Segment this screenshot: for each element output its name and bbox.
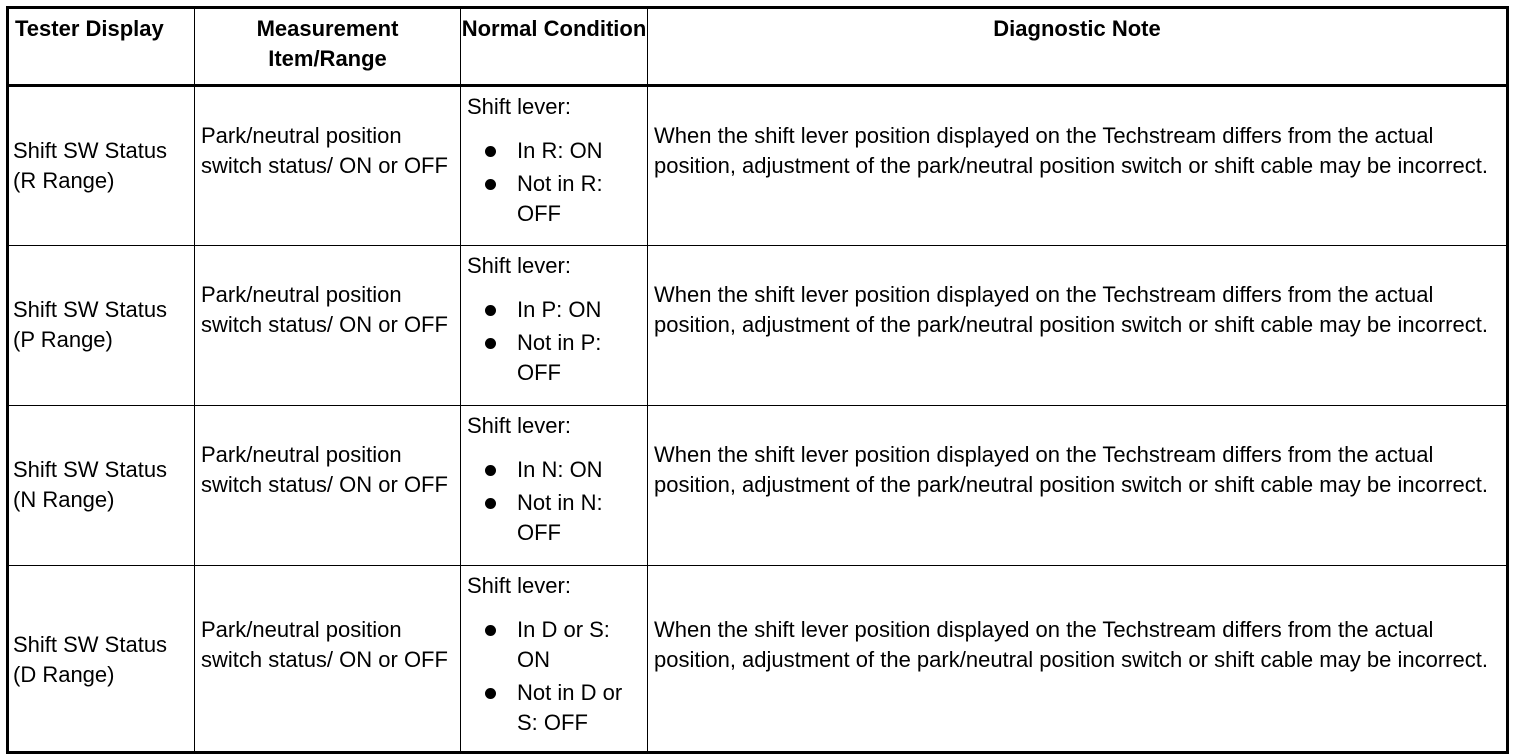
- tester-display-text: Shift SW Status (R Range): [13, 138, 168, 193]
- header-diagnostic-note: Diagnostic Note: [648, 8, 1508, 86]
- table-row: [8, 246, 1508, 406]
- bullet-icon: [485, 146, 496, 157]
- table-row: [8, 566, 1508, 753]
- bullet-icon: [485, 465, 496, 476]
- condition-text: In N: ON: [517, 457, 603, 482]
- condition-text: Not in P: OFF: [517, 330, 602, 385]
- normal-condition-cell: [461, 246, 648, 406]
- condition-title: Shift lever:: [467, 413, 571, 438]
- diagnostic-note-cell: [648, 86, 1508, 246]
- normal-condition-cell: [461, 566, 648, 753]
- condition-item: [461, 455, 647, 485]
- condition-list: [461, 455, 647, 548]
- tester-display-cell: [8, 246, 195, 406]
- condition-list: [461, 136, 647, 229]
- condition-text: In D or S: ON: [517, 617, 610, 672]
- diagnostic-note-text: When the shift lever position displayed on the Techstream differs from the actual position, adjustment of the park/neutral position switch or shift cable may be incorrect.: [654, 282, 1488, 337]
- diagnostic-table: [6, 6, 1509, 754]
- bullet-icon: [485, 179, 496, 190]
- condition-item: [461, 328, 647, 388]
- condition-text: Not in N: OFF: [517, 490, 603, 545]
- bullet-icon: [485, 338, 496, 349]
- condition-title: Shift lever:: [467, 253, 571, 278]
- condition-item: [461, 615, 647, 675]
- condition-text: In P: ON: [517, 297, 602, 322]
- header-row: [8, 8, 1508, 86]
- tester-display-text: Shift SW Status (N Range): [13, 457, 168, 512]
- condition-item: [461, 678, 647, 738]
- condition-text: Not in D or S: OFF: [517, 680, 623, 735]
- condition-list: [461, 295, 647, 388]
- condition-list: [461, 615, 647, 738]
- condition-title: Shift lever:: [467, 94, 571, 119]
- normal-condition-cell: [461, 406, 648, 566]
- bullet-icon: [485, 305, 496, 316]
- diagnostic-note-cell: [648, 566, 1508, 753]
- diagnostic-note-cell: [648, 406, 1508, 566]
- condition-text: In R: ON: [517, 138, 603, 163]
- bullet-icon: [485, 688, 496, 699]
- measurement-text: Park/neutral position switch status/ ON or OFF: [201, 442, 448, 497]
- header-measurement-item: Measurement Item/Range: [195, 8, 461, 86]
- measurement-cell: [195, 566, 461, 753]
- measurement-text: Park/neutral position switch status/ ON or OFF: [201, 617, 448, 672]
- bullet-icon: [485, 625, 496, 636]
- measurement-cell: [195, 406, 461, 566]
- tester-display-cell: [8, 406, 195, 566]
- measurement-cell: [195, 86, 461, 246]
- measurement-cell: [195, 246, 461, 406]
- tester-display-text: Shift SW Status (D Range): [13, 632, 168, 687]
- diagnostic-note-cell: [648, 246, 1508, 406]
- condition-item: [461, 136, 647, 166]
- bullet-icon: [485, 498, 496, 509]
- condition-item: [461, 169, 647, 229]
- tester-display-text: Shift SW Status (P Range): [13, 297, 168, 352]
- table-row: [8, 86, 1508, 246]
- diagnostic-note-text: When the shift lever position displayed on the Techstream differs from the actual position, adjustment of the park/neutral position switch or shift cable may be incorrect.: [654, 617, 1488, 672]
- header-tester-display: Tester Display: [8, 8, 195, 86]
- condition-item: [461, 295, 647, 325]
- condition-title: Shift lever:: [467, 573, 571, 598]
- measurement-text: Park/neutral position switch status/ ON or OFF: [201, 282, 448, 337]
- tester-display-cell: [8, 86, 195, 246]
- normal-condition-cell: [461, 86, 648, 246]
- diagnostic-note-text: When the shift lever position displayed on the Techstream differs from the actual position, adjustment of the park/neutral position switch or shift cable may be incorrect.: [654, 123, 1488, 178]
- header-normal-condition: Normal Condition: [461, 8, 648, 86]
- condition-text: Not in R: OFF: [517, 171, 603, 226]
- condition-item: [461, 488, 647, 548]
- measurement-text: Park/neutral position switch status/ ON or OFF: [201, 123, 448, 178]
- diagnostic-note-text: When the shift lever position displayed on the Techstream differs from the actual position, adjustment of the park/neutral position switch or shift cable may be incorrect.: [654, 442, 1488, 497]
- table-row: [8, 406, 1508, 566]
- tester-display-cell: [8, 566, 195, 753]
